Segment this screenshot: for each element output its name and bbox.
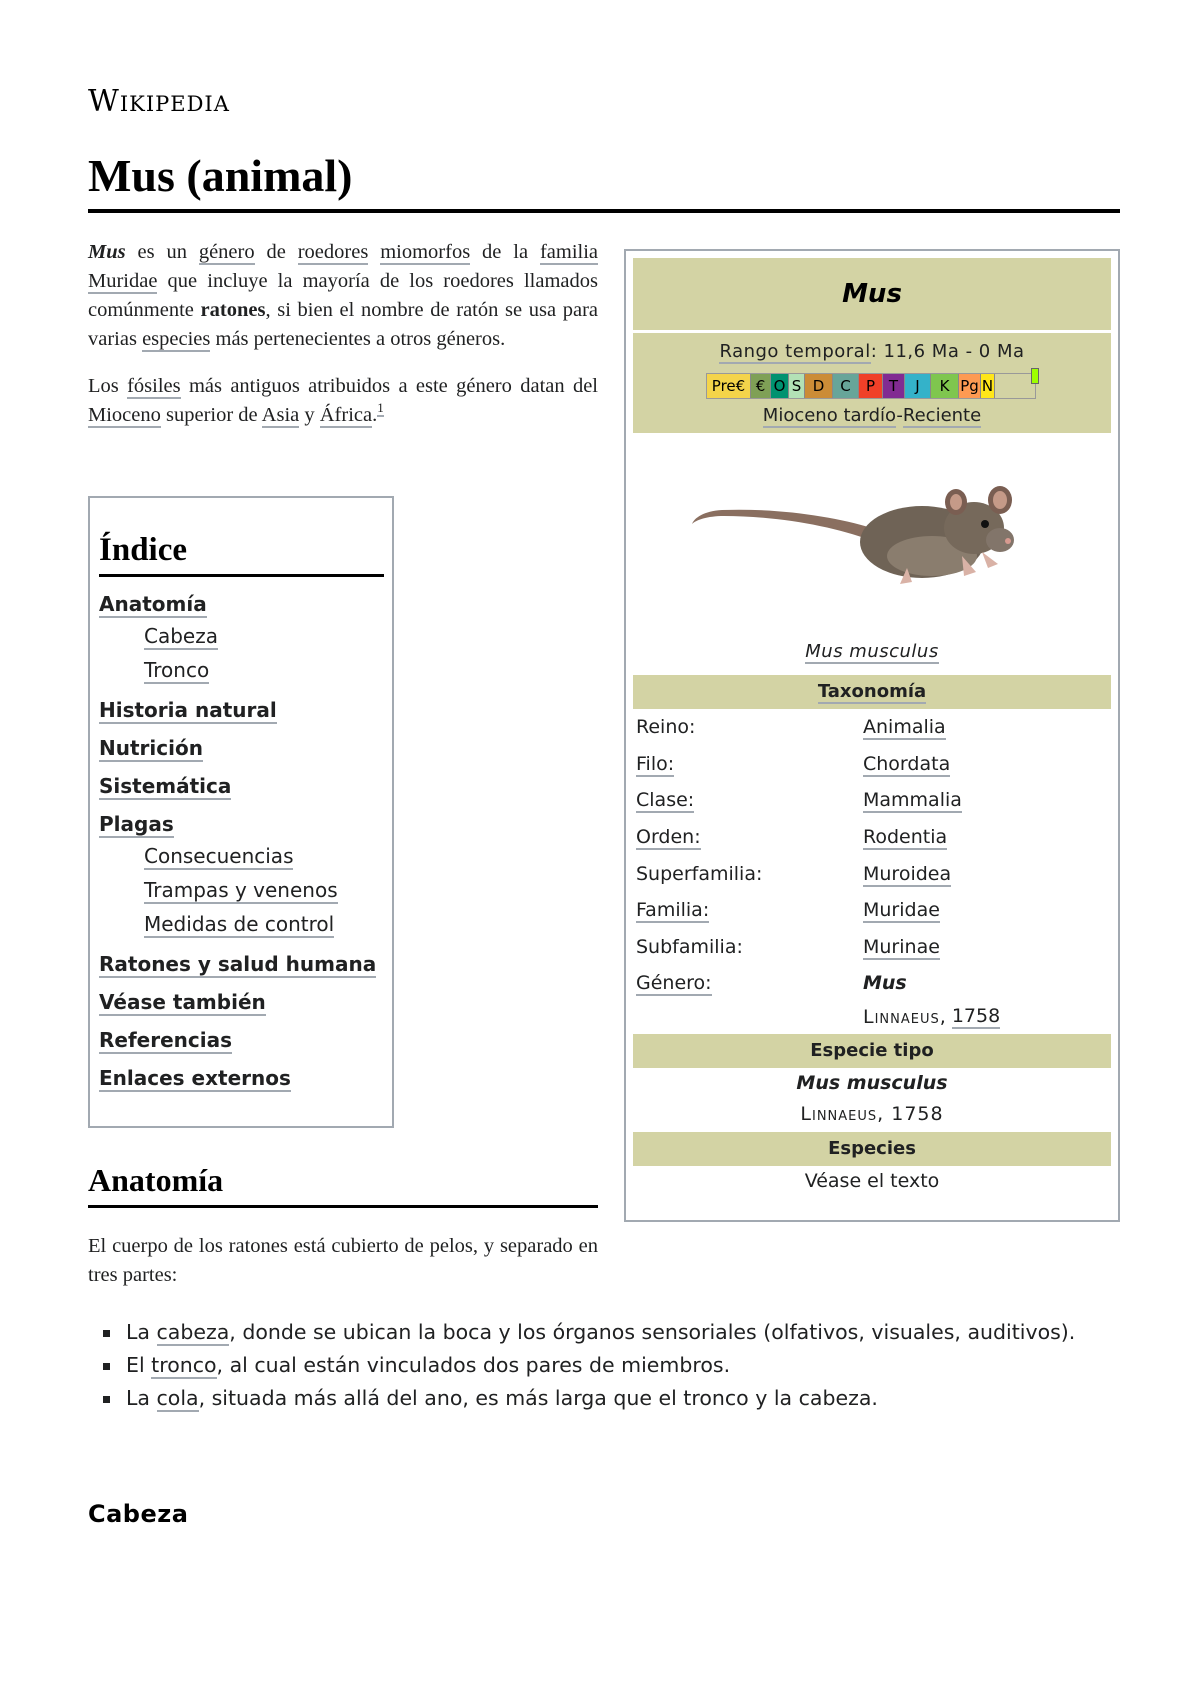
- taxonomy-rank: [633, 716, 863, 738]
- taxonomy-value: [863, 863, 1111, 885]
- page-title: Mus (animal): [88, 150, 1120, 213]
- taxonomy-table: [633, 709, 1111, 1002]
- text: de la: [470, 241, 540, 263]
- link-taxonomia[interactable]: Taxonomía: [817, 680, 927, 702]
- taxonomy-rank: [633, 826, 863, 848]
- text: de: [254, 241, 298, 263]
- text: Los: [88, 375, 128, 397]
- genus-authority: Linnaeus , 1758: [863, 1004, 1001, 1028]
- section-heading-anatomia: Anatomía: [88, 1162, 598, 1208]
- taxonomy-rank-label[interactable]: Familia:: [636, 899, 710, 922]
- toc-item-vease-tambien[interactable]: [99, 987, 384, 1017]
- link-genero[interactable]: género: [198, 241, 255, 263]
- type-species-name: Mus musculus: [796, 1072, 948, 1095]
- toc-link[interactable]: Historia natural: [99, 698, 277, 722]
- taxonomy-rank: [633, 753, 863, 775]
- species-header: Especies: [633, 1132, 1111, 1166]
- link-rango-temporal[interactable]: Rango temporal: [719, 341, 871, 362]
- toc-item-salud-humana[interactable]: [99, 949, 384, 979]
- period-0[interactable]: Pre€: [707, 374, 751, 398]
- text: , al cual están vinculados dos pares de miembros.: [216, 1353, 731, 1377]
- toc-item-referencias[interactable]: [99, 1025, 384, 1055]
- taxonomy-rank: [633, 936, 863, 958]
- text: La: [126, 1386, 157, 1410]
- intro: [88, 238, 598, 448]
- text: La: [126, 1320, 157, 1344]
- taxonomy-row: [633, 709, 1111, 746]
- toc-link[interactable]: Anatomía: [99, 592, 207, 616]
- link-especies[interactable]: especies: [142, 328, 211, 350]
- text: más pertenecientes a otros géneros.: [210, 328, 506, 350]
- period-2[interactable]: O: [771, 374, 789, 398]
- period-8[interactable]: J: [905, 374, 931, 398]
- taxonomy-rank-label: Reino:: [636, 716, 696, 739]
- toc-item-trampas[interactable]: [99, 873, 384, 907]
- intro-paragraph-1: [88, 238, 598, 354]
- taxonomy-rank: [633, 789, 863, 811]
- taxonomy-row: [633, 855, 1111, 892]
- taxonomy-rank: [633, 972, 863, 994]
- toc-link[interactable]: Véase también: [99, 990, 266, 1014]
- text: [368, 241, 380, 263]
- link-1758[interactable]: 1758: [951, 1004, 1001, 1027]
- link-asia[interactable]: Asia: [261, 404, 300, 426]
- toc-link[interactable]: Enlaces externos: [99, 1066, 291, 1090]
- taxonomy-row: [633, 782, 1111, 819]
- taxonomy-value-link[interactable]: Animalia: [863, 716, 946, 739]
- image-caption: [633, 641, 1111, 673]
- intro-paragraph-2: [88, 372, 598, 430]
- fossil-range: [633, 333, 1111, 433]
- taxonomy-header: [633, 675, 1111, 709]
- taxonomy-value-link[interactable]: Chordata: [863, 752, 951, 775]
- taxonomy-rank: [633, 863, 863, 885]
- taxonomy-value-link[interactable]: Muroidea: [863, 862, 952, 885]
- taxonomy-value: [863, 789, 1111, 811]
- toc-item-consecuencias[interactable]: [99, 839, 384, 873]
- text: más antiguos atribuidos a este género datan del: [180, 375, 598, 397]
- period-11[interactable]: N: [981, 374, 995, 398]
- toc-link[interactable]: Consecuencias: [144, 844, 294, 868]
- link-roedores[interactable]: roedores: [297, 241, 369, 263]
- range-value: : 11,6 Ma - 0 Ma: [870, 341, 1025, 362]
- list-item-link[interactable]: cola: [156, 1386, 199, 1410]
- taxobox: [624, 249, 1120, 1222]
- taxonomy-rank-label: Subfamilia:: [636, 935, 743, 958]
- toc-title: Índice: [99, 532, 384, 577]
- text: que incluye la mayoría de los roedores llamados comúnmente: [88, 270, 598, 321]
- anatomy-list: [88, 1318, 1120, 1417]
- taxonomy-row: [633, 965, 1111, 1002]
- toc-link[interactable]: Cabeza: [144, 624, 218, 648]
- taxonomy-rank-label[interactable]: Orden:: [636, 826, 701, 849]
- taxonomy-rank-label: Superfamilia:: [636, 862, 763, 885]
- toc-link[interactable]: Plagas: [99, 812, 174, 836]
- era-separator: -: [896, 405, 903, 426]
- list-item: [88, 1318, 1120, 1346]
- text: y: [299, 404, 320, 426]
- taxonomy-value-link[interactable]: Rodentia: [863, 826, 948, 849]
- taxonomy-rank-label[interactable]: Clase:: [636, 789, 695, 812]
- toc-item-medidas[interactable]: [99, 907, 384, 941]
- toc-link[interactable]: Ratones y salud humana: [99, 952, 377, 976]
- period-4[interactable]: D: [805, 374, 833, 398]
- taxonomy-value: [863, 716, 1111, 738]
- taxonomy-row: [633, 746, 1111, 783]
- taxonomy-value: [863, 826, 1111, 848]
- taxonomy-value-link: Mus: [863, 972, 907, 995]
- type-species-authority: Linnaeus, 1758: [800, 1103, 944, 1126]
- taxonomy-row: [633, 819, 1111, 856]
- genus-author: Linnaeus: [863, 1005, 940, 1028]
- species-text: Véase el texto: [804, 1170, 940, 1193]
- taxonomy-row: [633, 929, 1111, 966]
- taxonomy-value: [863, 753, 1111, 775]
- toc-item-anatomia[interactable]: [99, 589, 384, 619]
- taxonomy-value: [863, 936, 1111, 958]
- list-item-link[interactable]: tronco: [151, 1353, 217, 1377]
- intro-bold-mus: Mus: [88, 241, 126, 263]
- period-9[interactable]: K: [931, 374, 959, 398]
- period-1[interactable]: €: [751, 374, 771, 398]
- toc-link[interactable]: Trampas y venenos: [144, 878, 338, 902]
- list-item: [88, 1351, 1120, 1379]
- taxonomy-value-link[interactable]: Muridae: [863, 899, 940, 922]
- link-fosiles[interactable]: fósiles: [127, 375, 181, 397]
- toc-item-tronco[interactable]: [99, 653, 384, 687]
- text: .: [372, 404, 378, 426]
- era-text: [633, 405, 1111, 426]
- period-6[interactable]: P: [859, 374, 883, 398]
- toc-link[interactable]: Sistemática: [99, 774, 232, 798]
- link-africa[interactable]: África: [319, 404, 373, 426]
- reference-1[interactable]: 1: [377, 400, 384, 415]
- taxobox-title: Mus: [633, 258, 1111, 330]
- period-7[interactable]: T: [883, 374, 905, 398]
- section-heading-cabeza: Cabeza: [88, 1500, 189, 1528]
- toc-link[interactable]: Tronco: [144, 658, 210, 682]
- toc-item-cabeza[interactable]: [99, 619, 384, 653]
- toc-item-nutricion[interactable]: [99, 733, 384, 763]
- link-miomorfos[interactable]: miomorfos: [380, 241, 471, 263]
- type-species-header: Especie tipo: [633, 1034, 1111, 1068]
- link-muridae[interactable]: Muridae: [88, 270, 158, 292]
- period-3[interactable]: S: [789, 374, 805, 398]
- table-of-contents: [88, 496, 394, 1128]
- image-frame: [633, 436, 1111, 641]
- toc-item-sistematica[interactable]: [99, 771, 384, 801]
- period-10[interactable]: Pg: [959, 374, 981, 398]
- text: superior de: [160, 404, 262, 426]
- taxonomy-value-link[interactable]: Mammalia: [863, 789, 962, 812]
- text: , situada más allá del ano, es más larga que el tronco y la cabeza.: [198, 1386, 878, 1410]
- taxonomy-value-link[interactable]: Murinae: [863, 935, 940, 958]
- text: es un: [125, 241, 199, 263]
- list-item: [88, 1384, 1120, 1412]
- taxonomy-row: [633, 892, 1111, 929]
- anatomy-paragraph: El cuerpo de los ratones está cubierto de pelos, y separado en tres partes:: [88, 1235, 598, 1286]
- toc-link[interactable]: Nutrición: [99, 736, 203, 760]
- text: , si bien el nombre de ratón se usa para varias: [88, 299, 599, 350]
- link-familia[interactable]: familia: [539, 241, 599, 263]
- toc-item-plagas[interactable]: [99, 809, 384, 839]
- bold-ratones: ratones: [200, 299, 266, 321]
- toc-item-historia-natural[interactable]: [99, 695, 384, 725]
- link-mioceno[interactable]: Mioceno: [88, 404, 161, 426]
- toc-link[interactable]: Referencias: [99, 1028, 233, 1052]
- range-marker: [1031, 368, 1039, 384]
- list-item-link[interactable]: cabeza: [156, 1320, 230, 1344]
- taxonomy-rank-label[interactable]: Género:: [636, 972, 712, 995]
- text: El: [126, 1353, 152, 1377]
- mouse-image[interactable]: [682, 436, 1062, 636]
- link-mus-musculus-caption[interactable]: Mus musculus: [805, 641, 939, 662]
- link-mioceno-tardio[interactable]: Mioceno tardío: [762, 405, 897, 426]
- range-text: [633, 333, 1111, 362]
- wikipedia-wordmark[interactable]: Wikipedia: [88, 84, 230, 119]
- taxonomy-rank-label[interactable]: Filo:: [636, 752, 675, 775]
- text: , donde se ubican la boca y los órganos sensoriales (olfativos, visuales, auditivos).: [229, 1320, 1076, 1344]
- taxonomy-rank: [633, 899, 863, 921]
- toc-link[interactable]: Medidas de control: [144, 912, 335, 936]
- link-reciente[interactable]: Reciente: [902, 405, 982, 426]
- period-5[interactable]: C: [833, 374, 859, 398]
- taxonomy-value: [863, 899, 1111, 921]
- type-species: [633, 1068, 1111, 1099]
- geologic-timescale-bar: [706, 373, 1036, 399]
- toc-item-enlaces-externos[interactable]: [99, 1063, 384, 1093]
- taxonomy-value: [863, 972, 1111, 994]
